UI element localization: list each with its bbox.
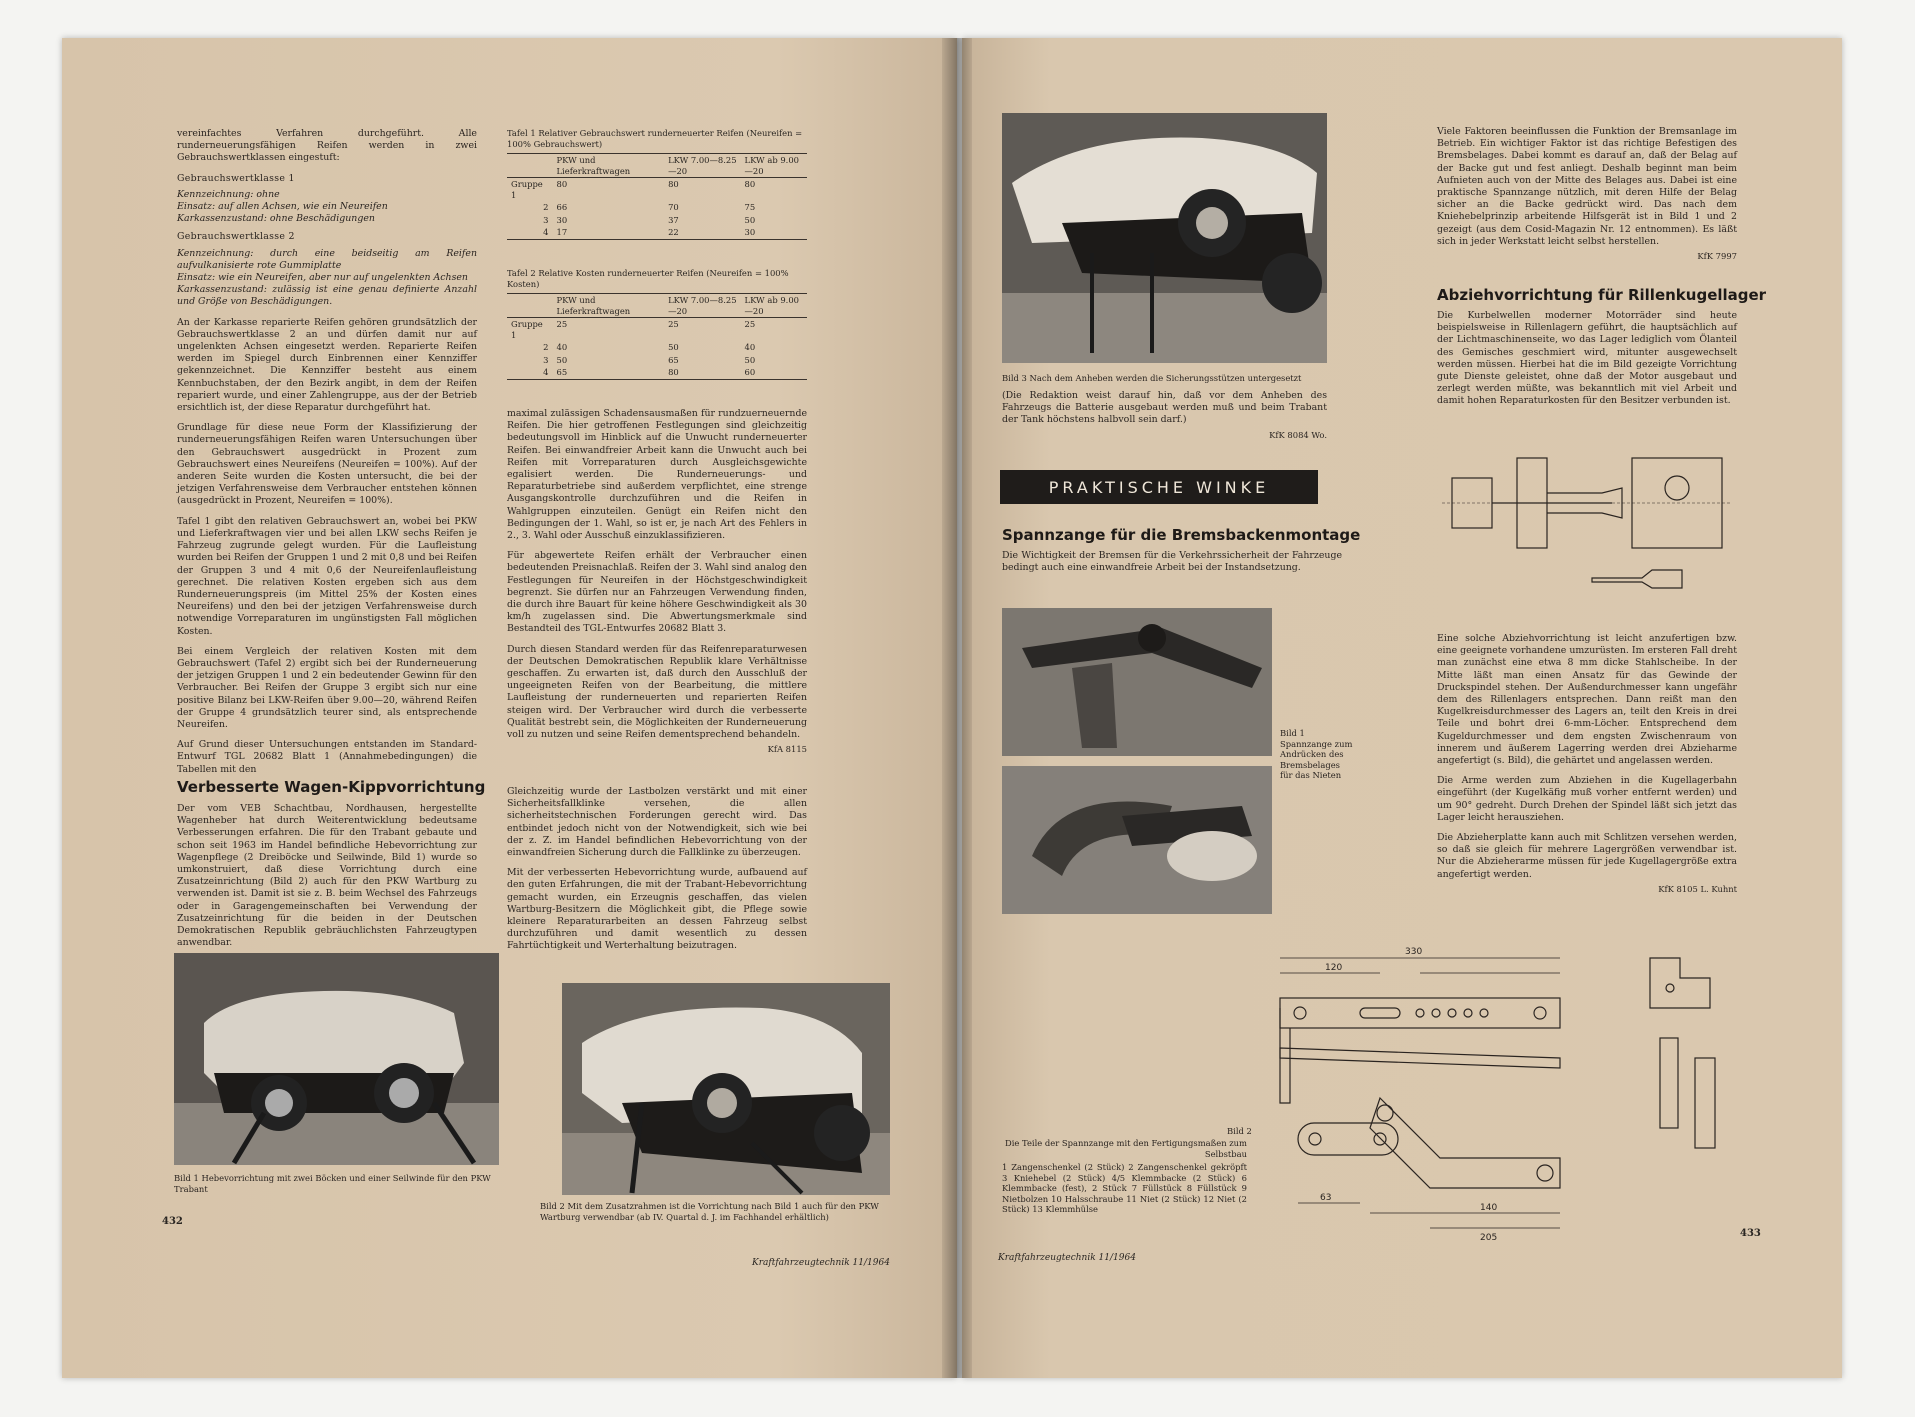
- table-cell: 65: [556, 367, 568, 377]
- section-bar: PRAKTISCHE WINKE: [1000, 470, 1318, 504]
- photo-bild2: [562, 983, 890, 1195]
- bild3-caption: Bild 3 Nach dem Anheben werden die Sicherungsstützen untergesetzt: [1002, 373, 1302, 383]
- signature: KfK 7997: [1697, 251, 1737, 262]
- table-cell: 22: [668, 227, 679, 237]
- bild2-caption: Bild 2 Mit dem Zusatzrahmen ist die Vorrichtung nach Bild 1 auch für den PKW Wartburg verwendbar (ab IV. Quartal d. J. im Fachhandel erhältlich): [540, 1201, 879, 1222]
- table-cell: 40: [744, 342, 756, 352]
- table-cell: 80: [668, 179, 679, 189]
- paragraph: Die Abzieherplatte kann auch mit Schlitzen versehen werden, so daß sie gleich für mehrere Lagergrößen verwendbar ist. Nur die Abzieherarme müssen für jede Kugellagergröße extra angefertigt werden.: [1437, 832, 1737, 880]
- dimension-label: 120: [1325, 963, 1343, 973]
- table-cell: 3: [543, 354, 549, 365]
- table-cell: 70: [668, 202, 679, 212]
- table-cell: 65: [668, 354, 679, 365]
- page-footer: Kraftfahrzeugtechnik 11/1964: [752, 1258, 890, 1268]
- table-cell: Gruppe 1: [511, 319, 543, 340]
- dimension-label: 330: [1405, 947, 1423, 957]
- table-cell: 66: [556, 202, 568, 212]
- parts-list: 1 Zangenschenkel (2 Stück) 2 Zangenschenkel gekröpft 3 Kniehebel (2 Stück) 4/5 Klemmbacke (2 Stück) 6 Klemmbacke (fest), 2 Stück 7 Füllstück 8 Füllstück 9 Nietbolzen 10 Halsschraube 11 Niet (2 Stück) 12 Niet (2 Stück) 13 Klemmhülse: [1002, 1162, 1247, 1214]
- table-cell: 25: [744, 319, 756, 329]
- paragraph: Für abgewertete Reifen erhält der Verbraucher einen bedeutenden Preisnachlaß. Reifen der 3. Wahl sind analog den Festlegungen für Neureifen in der Höchstgeschwindigkeit begrenzt. Sie dürfen nur an Fahrzeugen Verwendung finden, die durch ihre Bauart für keine höhere Geschwindigkeit als 30 km/h zugelassen sind. Die Abwertungsmerkmale sind Bestandteil des TGL-Entwurfes 20682 Blatt 3.: [507, 550, 807, 635]
- abzieh-intro: [1437, 310, 1737, 416]
- bild1r-caption: Bild 1 Spannzange zum Andrücken des Bremsbelages für das Nieten: [1280, 728, 1353, 780]
- paragraph: Eine solche Abziehvorrichtung ist leicht anzufertigen bzw. eine geeignete vorhandene umzurüsten. Im ersteren Fall dreht man zunächst eine etwa 8 mm dicke Stahlscheibe. In der Mitte läßt man einen Ansatz für das Gewinde der Druckspindel stehen. Der Außendurchmesser kann ungefähr dem des Rillenlagers entsprechen. Dann reißt man den Kugelkreisdurchmesser des Lagers an, teilt den Kreis in drei Teile und bohrt drei 6-mm-Löcher. Entsprechend dem Kugeldurchmesser und dem engsten Zwischenraum von innerem und äußerem Lagerring werden drei Abzieharme angefertigt (s. Bild), die gehärtet und angelassen werden.: [1437, 633, 1737, 767]
- table-row: [507, 366, 807, 379]
- table-cell: 4: [543, 227, 549, 237]
- left-page: [62, 38, 957, 1378]
- table-header-cell: PKW und Lieferkraftwagen: [556, 295, 631, 316]
- dimension-label: 140: [1480, 1203, 1498, 1213]
- dimension-label: 205: [1480, 1233, 1498, 1243]
- table1: [507, 153, 807, 240]
- paragraph: Durch diesen Standard werden für das Reifenreparaturwesen der Deutschen Demokratischen Republik klare Verhältnisse geschaffen. Zu erwarten ist, daß durch den Ausschluß der ungeeigneten Reifen von der Bearbeitung, die mittlere Laufleistung der runderneuerten und reparierten Reifen steigen wird. Der Verbraucher wird durch die verbesserte Qualität bestrebt sein, die Möglichkeiten der Runderneuerung voll zu nutzen und seine Reifen dementsprechend behandeln.: [507, 643, 807, 741]
- page-number: 433: [1740, 1228, 1761, 1239]
- spann-heading: Spannzange für die Bremsbackenmontage: [1002, 526, 1361, 544]
- paragraph: Auf Grund dieser Untersuchungen entstanden im Standard-Entwurf TGL 20682 Blatt 1 (Annahmebedingungen) die Tabellen mit den: [177, 739, 477, 775]
- table-cell: 50: [744, 354, 756, 365]
- paragraph: Gleichzeitig wurde der Lastbolzen verstärkt und mit einer Sicherheitsfallklinke versehen, die allen sicherheitstechnischen Forderungen gerecht wird. Das entbindet jedoch nicht von der Notwendigkeit, sich wie bei der z. Z. im Handel befindlichen Hebevorrichtung von der einwandfreien Sicherung durch die Fallklinke zu überzeugen.: [507, 786, 807, 859]
- intro-text: vereinfachtes Verfahren durchgeführt. Alle runderneuerungsfähigen Reifen werden in zwei Gebrauchswertklassen eingestuft:: [177, 128, 477, 164]
- spann-intro: [1002, 550, 1342, 582]
- kipp-heading: Verbesserte Wagen-Kippvorrichtung: [177, 778, 486, 796]
- class1-line: Karkassenzustand: ohne Beschädigungen: [177, 213, 375, 225]
- paragraph: (Die Redaktion weist darauf hin, daß vor dem Anheben des Fahrzeugs die Batterie ausgebaut werden muß und beim Trabant der Tank höchstens halbvoll sein darf.): [1002, 390, 1327, 426]
- table-header-cell: [507, 154, 553, 178]
- table2-block: [507, 268, 807, 380]
- table-cell: 80: [556, 179, 568, 189]
- table-cell: 2: [543, 342, 549, 352]
- dimension-label: 63: [1320, 1193, 1332, 1203]
- paragraph: maximal zulässigen Schadensausmaßen für rundzuerneuernde Reifen. Die hier getroffenen Festlegungen sind gleichzeitig bedeutungsvoll im Hinblick auf die Unwucht runderneuerter Reifen. Bei einwandfreier Arbeit kann die Unwucht auch bei Reifen mit Vorreparaturen durch Ausgleichsgewichte egalisiert werden. Die Runderneuerungs- und Reparaturbetriebe sind außerdem verpflichtet, eine strenge Ausgangskontrolle durchzuführen und die Reifen in Wahlgruppen einzuteilen. Genügt ein Reifen nicht den Bedingungen der 1. Wahl, so ist er, je nach Art des Fehlers in 2., 3. Wahl oder Ausschuß einzuklassifizieren.: [507, 408, 807, 542]
- bild1-caption: Bild 1 Hebevorrichtung mit zwei Böcken und einer Seilwinde für den PKW Trabant: [174, 1173, 491, 1194]
- table-row: [507, 341, 807, 354]
- paragraph: Der vom VEB Schachtbau, Nordhausen, hergestellte Wagenheber hat durch Weiterentwicklung bedeutsame Verbesserungen erfahren. Die für den Trabant gebaute und schon seit 1963 im Handel befindliche Hebevorrichtung zur Wagenpflege (2 Dreiböcke und Seilwinde, Bild 1) wurde so umkonstruiert, daß diese Vorrichtung durch eine Zusatzeinrichtung (Bild 2) auch für den PKW Wartburg zu verwenden ist. Damit ist sie z. B. beim Wechsel des Fahrzeugs oder in Garagengemeinschaften bei Verwendung der Zusatzeinrichtung für die beiden in der Deutschen Demokratischen Republik gebräuchlichsten Fahrzeugtypen anwendbar.: [177, 803, 477, 949]
- table-cell: 75: [744, 202, 756, 212]
- signature: KfK 8084 Wo.: [1269, 429, 1327, 440]
- photo-spannzange-2: [1002, 766, 1272, 914]
- table-cell: 3: [543, 214, 549, 225]
- table1-caption: Tafel 1 Relativer Gebrauchswert runderneuerter Reifen (Neureifen = 100% Gebrauchswert): [507, 128, 803, 149]
- table-cell: 80: [668, 367, 679, 377]
- signature: KfK 8105 L. Kuhnt: [1658, 883, 1737, 894]
- table-cell: 50: [668, 342, 679, 352]
- class1-line: Kennzeichnung: ohne: [177, 188, 280, 200]
- class2-line: Karkassenzustand: zulässig ist eine genau definierte Anzahl und Größe von Beschädigungen.: [177, 284, 477, 308]
- photo-spannzange-1: [1002, 608, 1272, 756]
- right-page: [962, 38, 1842, 1378]
- table-row: [507, 178, 807, 202]
- bild2r-title: Bild 2: [1227, 1126, 1252, 1136]
- table-row: [507, 226, 807, 239]
- table-cell: 25: [668, 319, 679, 329]
- paragraph: Bei einem Vergleich der relativen Kosten mit dem Gebrauchswert (Tafel 2) ergibt sich bei der Runderneuerung der jetzigen Gruppen 1 und 2 ein bedeutender Gewinn für den Verbraucher. Bei Reifen der Gruppe 3 ergibt sich nur eine positive Bilanz bei LKW-Reifen über 9.00—20, während Reifen der Gruppe 4 grundsätzlich teurer sind, als entsprechende Neureifen.: [177, 645, 477, 730]
- paragraph: Die Kurbelwellen moderner Motorräder sind heute beispielsweise in Rillenlagern geführt, die hauptsächlich auf der Lichtmaschinenseite, wo das Lager lediglich vom Ölanteil des Gemisches geschmiert wird, mitunter ausgewechselt werden müssen. Hierbei hat die im Bild gezeigte Vorrichtung gute Dienste geleistet, ohne daß der Motor ausgebaut und zerlegt werden müßte, was bekanntlich mit viel Arbeit und damit hohen Reparaturkosten für den Besitzer verbunden ist.: [1437, 310, 1737, 407]
- abzieh-heading: Abziehvorrichtung für Rillenkugellager: [1437, 286, 1767, 304]
- paragraph: Tafel 1 gibt den relativen Gebrauchswert an, wobei bei PKW und Lieferkraftwagen vier und bei allen LKW sechs Reifen je Fahrzeug zugrunde gelegt wurden. Für die Laufleistung wurden bei Reifen der Gruppen 1 und 2 mit 0,8 und bei Reifen der Gruppen 3 und 4 mit 0,6 der Neureifenlaufleistung gerechnet. Die relativen Kosten ergeben sich aus dem Runderneuerungspreis (im Mittel 25% der Kosten eines Neureifens) und den bei der jetzigen Verfahrensweise durch notwendige Vorreparaturen im ungünstigsten Fall möglichen Kosten.: [177, 515, 477, 637]
- abzieh-technical-drawing: [1442, 438, 1732, 623]
- table-cell: 2: [543, 202, 549, 212]
- bild2r-caption: Die Teile der Spannzange mit den Fertigungsmaßen zum Selbstbau: [1005, 1138, 1247, 1159]
- left-column-1: [177, 128, 477, 784]
- kipp-column-2: [507, 786, 807, 961]
- paragraph: Mit der verbesserten Hebevorrichtung wurde, aufbauend auf den guten Erfahrungen, die mit der Trabant-Hebevorrichtung gemacht wurden, ein Erzeugnis geschaffen, das vielen Wartburg-Besitzern die Möglichkeit gibt, die Pflege sowie kleinere Reparaturarbeiten an dessen Fahrzeug selbst durchzuführen und damit wesentlich zu dessen Fahrtüchtigkeit und Werterhaltung beizutragen.: [507, 867, 807, 952]
- class2-line: Kennzeichnung: durch eine beidseitig am Reifen aufvulkanisierte rote Gummiplatte: [177, 247, 477, 271]
- table-cell: 30: [744, 227, 756, 237]
- table-header-row: [507, 154, 807, 178]
- table-header-cell: LKW 7.00—8.25—20: [668, 155, 737, 176]
- table-cell: 4: [543, 367, 549, 377]
- paragraph: Die Wichtigkeit der Bremsen für die Verkehrssicherheit der Fahrzeuge bedingt auch eine einwandfreie Arbeit bei der Instandsetzung.: [1002, 550, 1342, 574]
- table2: [507, 293, 807, 380]
- table-header-cell: [507, 294, 553, 318]
- left-column-2: [507, 408, 807, 755]
- table-cell: Gruppe 1: [511, 179, 543, 200]
- magazine-spread: [62, 38, 1842, 1378]
- table2-caption: Tafel 2 Relative Kosten runderneuerter Reifen (Neureifen = 100% Kosten): [507, 268, 789, 289]
- page-footer: Kraftfahrzeugtechnik 11/1964: [998, 1253, 1136, 1263]
- photo-bild1: [174, 953, 499, 1165]
- table-cell: 80: [744, 179, 756, 189]
- table-header-cell: LKW ab 9.00—20: [744, 295, 799, 316]
- table1-block: [507, 128, 807, 240]
- table-cell: 50: [744, 214, 756, 225]
- page-number: 432: [162, 1216, 183, 1227]
- table-cell: 17: [556, 227, 568, 237]
- class2-line: Einsatz: wie ein Neureifen, aber nur auf ungelenkten Achsen: [177, 272, 468, 284]
- paragraph: Die Arme werden zum Abziehen in die Kugellagerbahn eingeführt (der Kugelkäfig muß vorher entfernt werden) und um 90° gedreht. Durch Drehen der Spindel läßt sich jetzt das Lager leicht herausziehen.: [1437, 775, 1737, 823]
- spannzange-technical-drawing: [1240, 918, 1730, 1248]
- signature: KfA 8115: [767, 744, 807, 755]
- table-header-cell: LKW ab 9.00—20: [744, 155, 799, 176]
- table-header-cell: PKW und Lieferkraftwagen: [556, 155, 631, 176]
- table-cell: 25: [556, 319, 568, 329]
- spine-gutter: [942, 38, 972, 1378]
- abzieh-column-2: [1437, 633, 1737, 895]
- table-cell: 50: [556, 354, 568, 365]
- table-header-cell: LKW 7.00—8.25—20: [668, 295, 737, 316]
- photo-bild3: [1002, 113, 1327, 363]
- table-row: [507, 201, 807, 214]
- table-cell: 30: [556, 214, 568, 225]
- paragraph: An der Karkasse reparierte Reifen gehören grundsätzlich der Gebrauchswertklasse 2 an und dürfen damit nur auf ungelenkten Achsen eingesetzt werden. Reparierte Reifen werden im Spiegel durch Einbrennen einer Kennziffer gekennzeichnet. Die Kennziffer besteht aus einem Kennbuchstaben, der den Bezirk angibt, in dem der Reifen repariert wurde, und einer Zahlengruppe, aus der der Betrieb ersichtlich ist, der diese Reparatur durchgeführt hat.: [177, 316, 477, 414]
- table-row: [507, 354, 807, 367]
- editor-note: [1002, 390, 1327, 441]
- class1-title: Gebrauchswertklasse 1: [177, 172, 295, 184]
- right-column-1: [1437, 126, 1737, 262]
- paragraph: Viele Faktoren beeinflussen die Funktion der Bremsanlage im Betrieb. Ein wichtiger Faktor ist das richtige Befestigen des Bremsbelages. Dabei kommt es darauf an, daß der Belag auf der Backe gut und fest anliegt. Deshalb beginnt man beim Aufnieten auch von der Mitte des Belages aus. Dabei ist eine praktische Spannzange nützlich, mit deren Hilfe der Belag sicher an die Backe gedrückt wird. Das nach dem Kniehebelprinzip arbeitende Hilfsgerät ist in Bild 1 und 2 gezeigt (aus dem Cosid-Magazin Nr. 12 entnommen). Es läßt sich in jeder Werkstatt leicht selbst herstellen.: [1437, 126, 1737, 247]
- table-row: [507, 214, 807, 227]
- class1-line: Einsatz: auf allen Achsen, wie ein Neureifen: [177, 201, 388, 213]
- table-cell: 60: [744, 367, 756, 377]
- table-cell: 40: [556, 342, 568, 352]
- paragraph: Grundlage für diese neue Form der Klassifizierung der runderneuerungsfähigen Reifen waren Untersuchungen über den Gebrauchswert ausgedrückt in Prozent zum Gebrauchswert eines Neureifens (Neureifen = 100%). Auf der anderen Seite wurden die Kosten untersucht, die bei der jetzigen Verfahrensweise dem Verbraucher entstehen können (ausgedrückt in Prozent, Neureifen = 100%).: [177, 422, 477, 507]
- table-row: [507, 318, 807, 342]
- class2-title: Gebrauchswertklasse 2: [177, 231, 295, 243]
- kipp-column-1: [177, 803, 477, 957]
- table-cell: 37: [668, 214, 679, 225]
- table-header-row: [507, 294, 807, 318]
